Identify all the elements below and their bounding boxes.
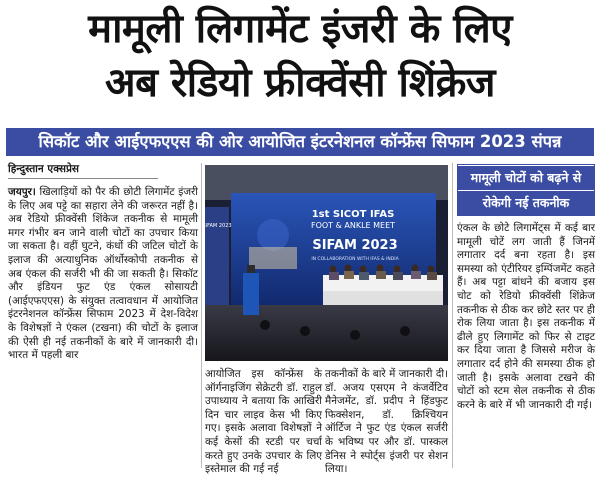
- column-divider: [452, 163, 453, 468]
- right-column-text: एंकल के छोटे लिगामेंट्स में कई बार मामूली चोटें लग जाती हैं जिनमें लगातार दर्द बना रहता है। इस समस्या को एंटीरियर इम्पिंजमेंट कहते हैं। अब पट्टा बांधने की बजाय इस चोट को रेडियो फ्रीक्वेंसी शिंक्रेज तकनीक से ठीक कर छोटे स्तर पर ही रोक लिया जाता है। इस तकनीक में ढीले हुए लिगामेंट को फिर से टाइट कर दिया जाता है जिससे मरीज के लगातार दर्द होने की समस्या ठीक हो जाती है। इसके अलावा टखने की चोटों को स्टम सेल तकनीक से ठीक करने के बारे में भी जानकारी दी गई।: [457, 222, 595, 411]
- event-title: SIFAM 2023: [312, 238, 398, 253]
- sidebar-headline-line-2: रोकेगी नई तकनीक: [458, 191, 594, 215]
- sidebar-headline-line-1: मामूली चोटों को बढ़ने से: [458, 166, 594, 190]
- banner-line-2: FOOT & ANKLE MEET: [310, 221, 396, 230]
- column-divider: [201, 163, 202, 468]
- banner-line-1: 1st SICOT IFAS: [311, 209, 395, 220]
- dateline-place: जयपुर।: [8, 186, 36, 198]
- byline-divider: [8, 178, 158, 179]
- headline-line-1: मामूली लिगामेंट इंजरी के लिए: [88, 6, 512, 52]
- left-banner-title: SIFAM 2023: [202, 223, 232, 229]
- left-column-body: खिलाड़ियों को पैर की छोटी लिगामेंट इंजरी के लिए अब पट्टे का सहारा लेने की जरूरत नहीं है। अब रेडियो फ्रीक्वेंसी शिंकेज तकनीक से मामूली मगर गंभीर बन जाने वाली चोटों का उपचार किया जा सकता है। वहीं घुटने, कंधों की जटिल चोटों के इलाज की अत्याधुनिक ऑर्थोस्कोपी तकनीक से अब एंकल की सर्जरी भी की जा सकती है। सिकॉट और इंडियन फुट एंड एंकल सोसायटी (आईएफएएस) के संयुक्त तत्वावधान में आयोजित इंटरनेशनल कॉन्फ्रेंस सिफाम 2023 में देश-विदेश के विशेषज्ञों ने एंकल (टखना) की चोटों के इलाज की ऐसी ही नई तकनीकों के बारे में जानकारी दी। भारत में पहली बार: [8, 186, 198, 362]
- middle-column-2-text: तकनीकों के बारे में जानकारी दी। डॉ. अजय एसएम ने कंजर्वेटिव मैनेजमेंट, डॉ. प्रदीप ने हिंडफुट फिक्सेशन, डॉ. क्रिश्चियन ऑर्टिज ने फुट एंड एंकल सर्जरी के भविष्य पर और डॉ. पास्कल डेनिस ने स्पोर्ट्स इंजरी पर सेशन लिया।: [325, 368, 448, 476]
- conference-stage-image: [202, 165, 448, 361]
- left-column-text: [8, 186, 198, 468]
- conference-photo: [202, 165, 448, 361]
- sidebar-headline-box: [457, 164, 595, 216]
- subheadline-bar: सिकॉट और आईएफएएस की ओर आयोजित इंटरनेशनल कॉन्फ्रेंस सिफाम 2023 संपन्न: [6, 128, 594, 156]
- middle-column-1-text: आयोजित इस कॉन्फ्रेंस के ऑर्गनाइजिंग सेक्रेटरी डॉ. राहुल उपाध्याय ने बताया कि आखिरी दिन चार लाइव केस भी किए गए। इसके अलावा विशेषज्ञों ने कई केसों की स्टडी पर चर्चा करते हुए उनके उपचार के लिए इस्तेमाल की गई नई: [205, 368, 322, 476]
- banner-line-3: IN COLLABORATION WITH IFAS & INDIA: [311, 257, 399, 262]
- byline: हिन्दुस्तान एक्सप्रेस: [8, 163, 80, 175]
- headline-line-2: अब रेडियो फ्रीक्वेंसी शिंक्रेज: [105, 60, 495, 106]
